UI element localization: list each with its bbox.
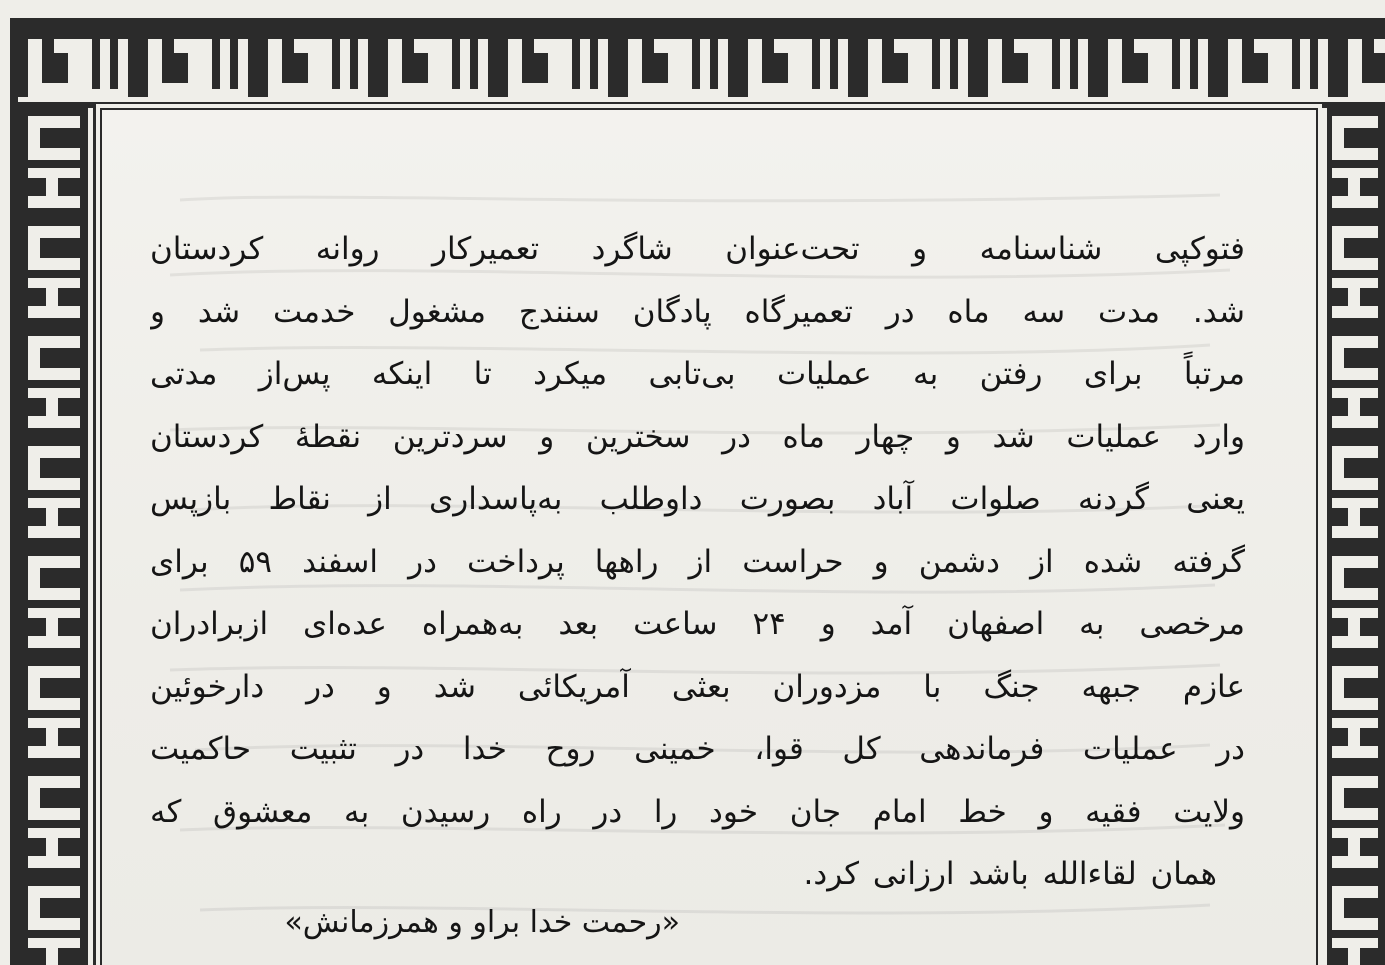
text-line-5: یعنی گردنه صلوات آباد بصورت داوطلب به‌پاسداری از نقاط بازپس	[150, 481, 1245, 517]
text-line-7: مرخصی به اصفهان آمد و ۲۴ ساعت بعد به‌همراه عده‌ای ازبرادران	[150, 606, 1245, 642]
text-line-11: همان لقاءالله باشد ارزانی کرد.	[803, 856, 1217, 892]
text-line-4: وارد عملیات شد و چهار ماه در سخترین و سردترین نقطهٔ کردستان	[150, 418, 1245, 455]
text-line-10: ولایت فقیه و خط امام جان خود را در راه رسیدن به معشوق که	[150, 793, 1245, 830]
text-line-3: مرتباً برای رفتن به عملیات بی‌تابی میکرد تا اینکه پس‌از مدتی	[150, 356, 1245, 392]
body-text	[150, 218, 1245, 906]
text-line-8: عازم جبهه جنگ با مزدوران بعثی آمریکائی شد و در دارخوئین	[150, 668, 1245, 705]
text-line-2: شد. مدت سه ماه در تعمیرگاه پادگان سنندج مشغول خدمت شد و	[150, 293, 1245, 330]
text-line-6: گرفته شده از دشمن و حراست از راهها پرداخت در اسفند ۵۹ برای	[150, 543, 1245, 580]
text-line-1: فتوکپی شناسنامه و تحت‌عنوان شاگرد تعمیرکار روانه کردستان	[150, 231, 1245, 267]
text-line-9: در عملیات فرماندهی کل قوا، خمینی روح خدا در تثبیت حاکمیت	[150, 731, 1245, 767]
closing-prayer: «رحمت خدا براو و همرزمانش»	[284, 905, 680, 940]
